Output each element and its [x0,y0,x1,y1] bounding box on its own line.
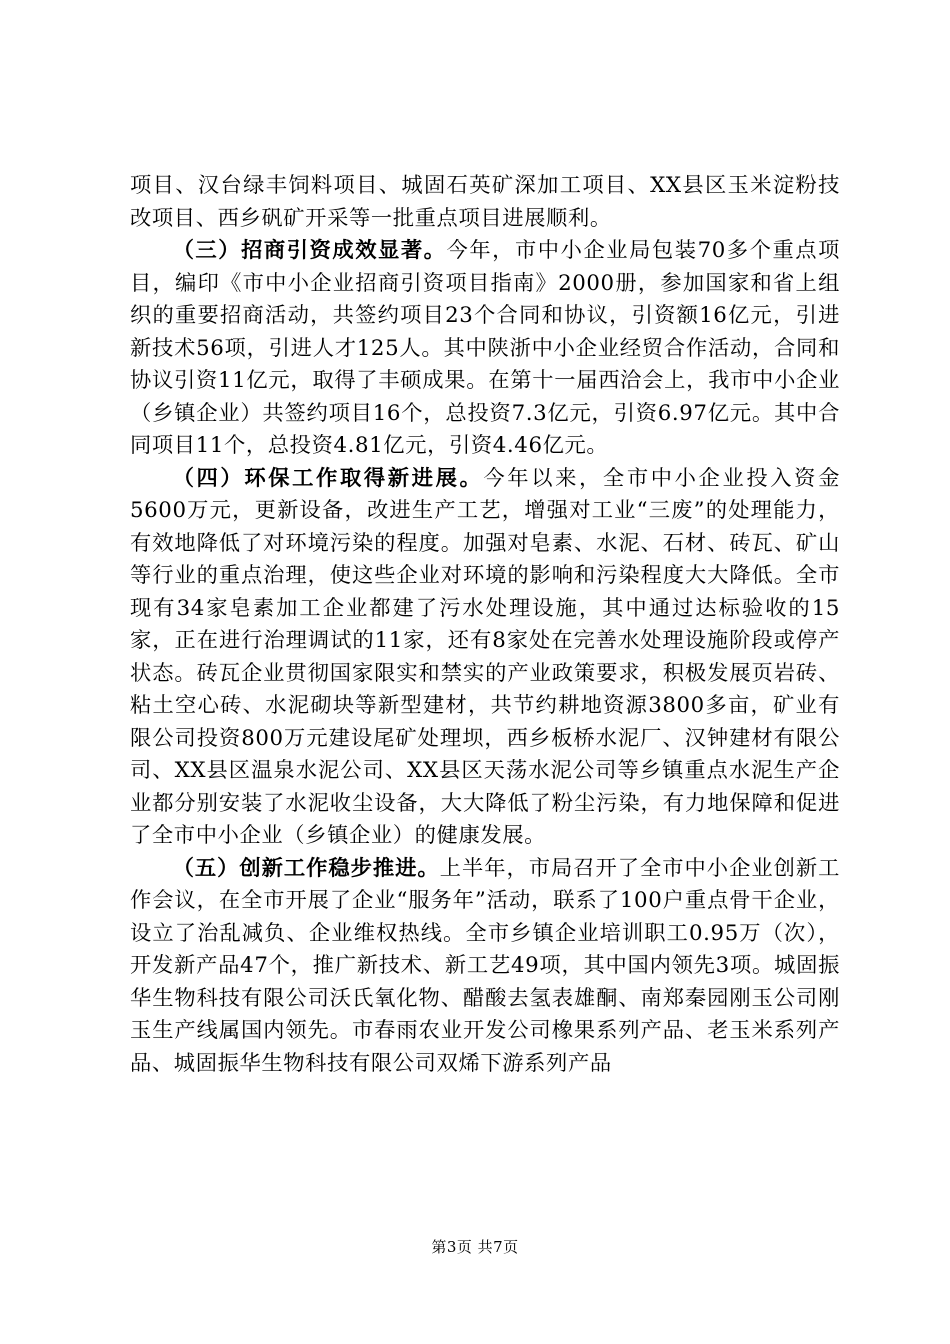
paragraph-4-heading: （五）创新工作稳步推进。 [172,855,440,881]
page-number-label: 第3页 共7页 [431,1238,519,1256]
paragraph-3-text: 今年以来，全市中小企业投入资金5600万元，更新设备，改进生产工艺，增强对工业“三废”的处理能力，有效地降低了对环境污染的程度。加强对皂素、水泥、石材、砖瓦、矿山等行业的重点治理，使这些企业对环境的影响和污染程度大大降低。全市现有34家皂素加工企业都建了污水处理设施，其中通过达标验收的15家，正在进行治理调试的11家，还有8家处在完善水处理设施阶段或停产状态。砖瓦企业贯彻国家限实和禁实的产业政策要求，积极发展页岩砖、粘土空心砖、水泥砌块等新型建材，共节约耕地资源3800多亩，矿业有限公司投资800万元建设尾矿处理坝，西乡板桥水泥厂、汉钟建材有限公司、XX县区温泉水泥公司、XX县区天荡水泥公司等乡镇重点水泥生产企业都分别安装了水泥收尘设备，大大降低了粉尘污染，有力地保障和促进了全市中小企业（乡镇企业）的健康发展。 [130,465,840,848]
paragraph-2 [130,235,840,463]
paragraph-4 [130,853,840,1081]
paragraph-1 [130,170,840,235]
paragraph-2-heading: （三）招商引资成效显著。 [172,238,447,263]
paragraph-2-text: 今年，市中小企业局包装70多个重点项目，编印《市中小企业招商引资项目指南》2000册，参加国家和省上组织的重要招商活动，共签约项目23个合同和协议，引资额16亿元，引进新技术56项，引进人才125人。其中陕浙中小企业经贸合作活动，合同和协议引资11亿元，取得了丰硕成果。在第十一届西洽会上，我市中小企业（乡镇企业）共签约项目16个，总投资7.3亿元，引资6.97亿元。其中合同项目11个，总投资4.81亿元，引资4.46亿元。 [130,238,840,458]
paragraph-1-text: 项目、汉台绿丰饲料项目、城固石英矿深加工项目、XX县区玉米淀粉技改项目、西乡矾矿开采等一批重点项目进展顺利。 [130,173,840,231]
page-footer [0,1236,950,1257]
paragraph-3 [130,463,840,853]
document-body [130,170,840,1080]
paragraph-4-text: 上半年，市局召开了全市中小企业创新工作会议，在全市开展了企业“服务年”活动，联系了100户重点骨干企业，设立了治乱减负、企业维权热线。全市乡镇企业培训职工0.95万（次），开发新产品47个，推广新技术、新工艺49项，其中国内领先3项。城固振华生物科技有限公司沃氏氧化物、醋酸去氢表雄酮、南郑秦园刚玉公司刚玉生产线属国内领先。市春雨农业开发公司橡果系列产品、老玉米系列产品、城固振华生物科技有限公司双烯下游系列产品 [130,855,840,1076]
paragraph-3-heading: （四）环保工作取得新进展。 [172,465,484,491]
